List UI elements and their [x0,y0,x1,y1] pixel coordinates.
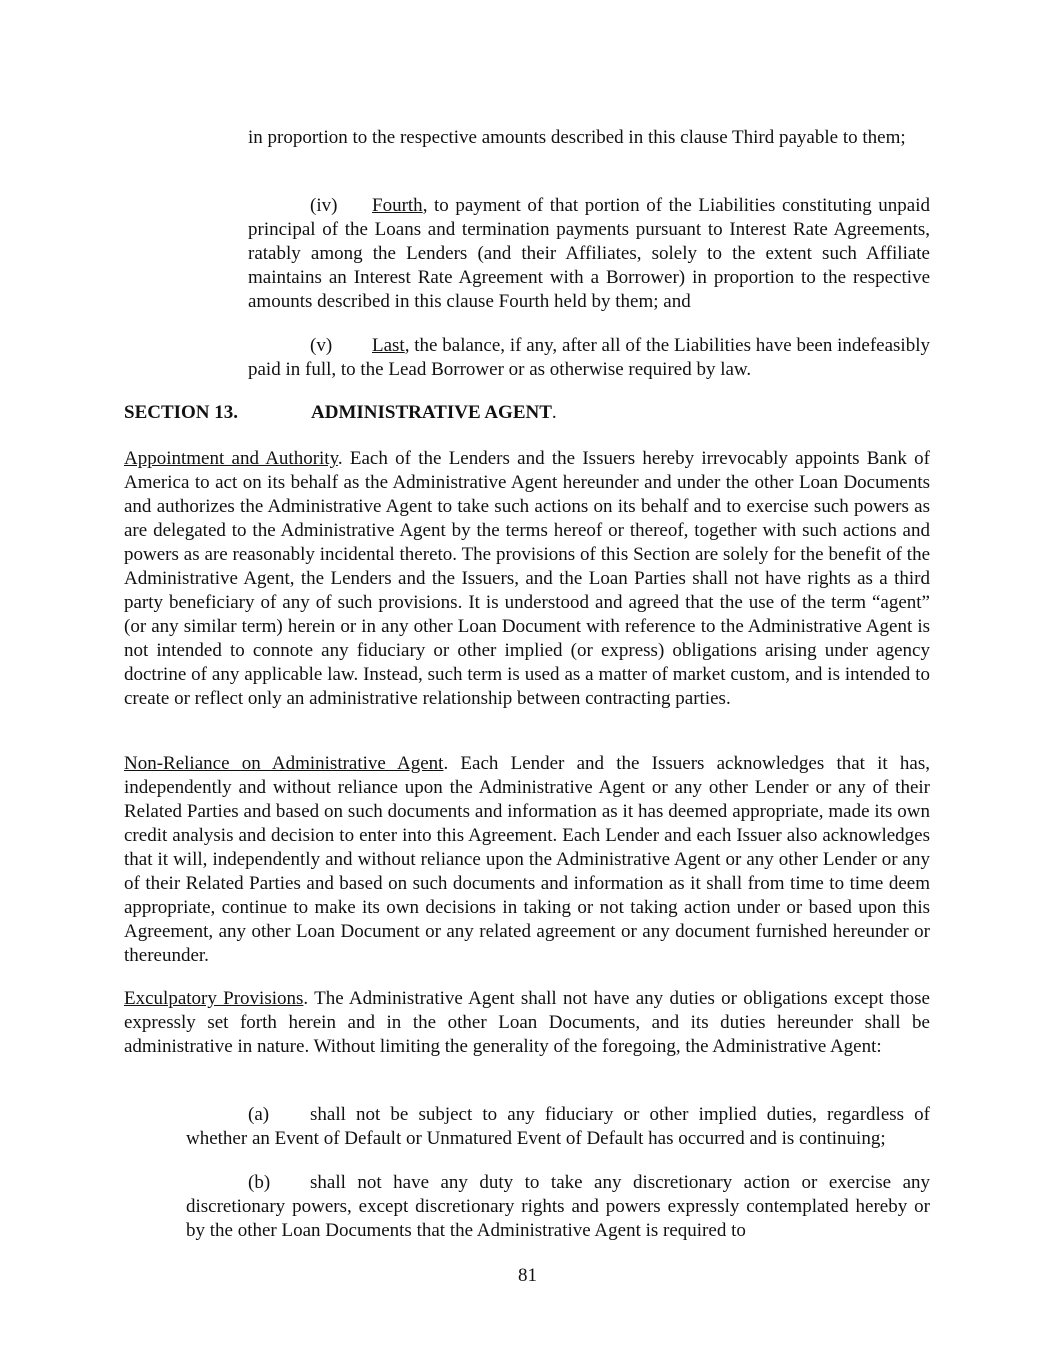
exculpatory-heading: Exculpatory Provisions [124,988,304,1009]
item-a-paragraph [186,1103,930,1151]
non-reliance-paragraph [124,752,930,968]
item-a-label: (a) [248,1104,270,1125]
non-reliance-heading: Non-Reliance on Administrative Agent [124,753,444,774]
exculpatory-text: . The Administrative Agent shall not have any duties or obligations except those expressly set forth herein and in the other Loan Documents, and its duties hereunder shall be administrative in nature. Without limiting the generality of the foregoing, the Administrative Agent: [124,988,930,1057]
exculpatory-paragraph [124,987,930,1059]
clause-v-text: , the balance, if any, after all of the Liabilities have been indefeasibly paid in full, to the Lead Borrower or as otherwise required by law. [248,335,930,380]
clause-v-paragraph [248,334,930,382]
appointment-paragraph [124,447,930,711]
page-number: 81 [518,1265,537,1286]
clause-v-term: Last [372,335,405,356]
item-b-text: shall not have any duty to take any discretionary action or exercise any discretionary powers, except discretionary rights and powers expressly contemplated hereby or by the other Loan Documents that the Administrative Agent is required to [186,1172,930,1241]
item-b-paragraph [186,1171,930,1243]
section-title: ADMINISTRATIVE AGENT [311,402,552,423]
continuation-paragraph: in proportion to the respective amounts described in this clause Third payable to them; [248,127,906,148]
non-reliance-text: . Each Lender and the Issuers acknowledges that it has, independently and without reliance upon the Administrative Agent or any other Lender or any of their Related Parties and based on such documents and information as it has deemed appropriate, made its own credit analysis and decision to enter into this Agreement. Each Lender and each Issuer also acknowledges that it will, independently and without reliance upon the Administrative Agent or any other Lender or any of their Related Parties and based on such documents and information as it shall from time to time deem appropriate, continue to make its own decisions in taking or not taking action under or based upon this Agreement, any other Loan Document or any related agreement or any document furnished hereunder or thereunder. [124,753,930,966]
section-heading [124,401,930,425]
section-number: SECTION 13. [124,402,239,423]
clause-v-number: (v) [310,335,333,356]
item-b-label: (b) [248,1172,271,1193]
clause-iv-text: , to payment of that portion of the Liabilities constituting unpaid principal of the Loans and termination payments pursuant to Interest Rate Agreements, ratably among the Lenders (and their Affiliates, solely to the extent such Affiliate maintains an Interest Rate Agreement with a Borrower) in proportion to the respective amounts described in this clause Fourth held by them; and [248,195,930,312]
clause-iv-paragraph [248,194,930,314]
appointment-heading: Appointment and Authority [124,448,338,469]
clause-iv-number-text: (iv) [310,195,338,216]
appointment-text: . Each of the Lenders and the Issuers hereby irrevocably appoints Bank of America to act on its behalf as the Administrative Agent hereunder and under the other Loan Documents and authorizes the Administrative Agent to take such actions on its behalf and to exercise such powers as are delegated to the Administrative Agent by the terms hereof or thereof, together with such actions and powers as are reasonably incidental thereto. The provisions of this Section are solely for the benefit of the Administrative Agent, the Lenders and the Issuers, and the Loan Parties shall not have rights as a third party beneficiary of any of such provisions. It is understood and agreed that the use of the term “agent” (or any similar term) herein or in any other Loan Document with reference to the Administrative Agent is not intended to connote any fiduciary or other implied (or express) obligations arising under agency doctrine of any applicable law. Instead, such term is used as a matter of market custom, and is intended to create or reflect only an administrative relationship between contracting parties. [124,448,930,709]
item-a-text: shall not be subject to any fiduciary or other implied duties, regardless of whether an Event of Default or Unmatured Event of Default has occurred and is continuing; [186,1104,930,1149]
section-period: . [551,402,557,423]
clause-iv-term: Fourth [372,195,423,216]
